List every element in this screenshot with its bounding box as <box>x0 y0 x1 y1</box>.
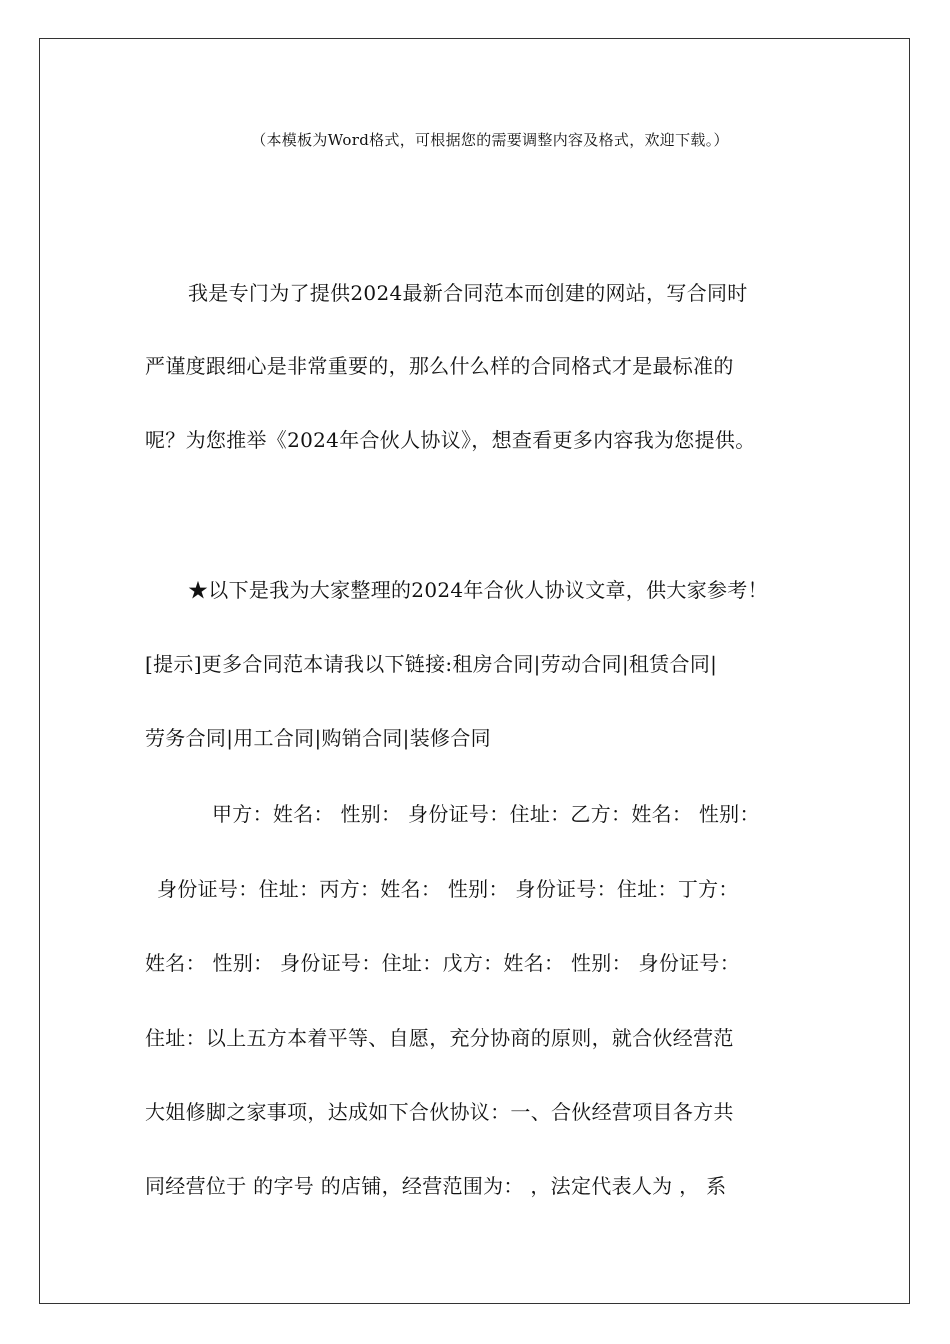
tip-line-1: [提示]更多合同范本请我以下链接:租房合同|劳动合同|租赁合同| <box>145 652 718 676</box>
body-line-1: 甲方：姓名： 性别： 身份证号：住址：乙方：姓名： 性别： <box>212 802 760 826</box>
body-line-2: 身份证号：住址：丙方：姓名： 性别： 身份证号：住址：丁方： <box>157 877 739 901</box>
body-line-5: 大姐修脚之家事项，达成如下合伙协议：一、合伙经营项目各方共 <box>145 1100 734 1124</box>
body-line-4: 住址：以上五方本着平等、自愿，充分协商的原则，就合伙经营范 <box>145 1026 734 1050</box>
tip-line-2: 劳务合同|用工合同|购销合同|装修合同 <box>145 726 491 750</box>
body-line-6: 同经营位于 的字号 的店铺，经营范围为： ，法定代表人为 ， 系 <box>145 1174 727 1198</box>
template-note: （本模板为Word格式，可根据您的需要调整内容及格式，欢迎下载。） <box>251 131 729 149</box>
intro-line-2: 严谨度跟细心是非常重要的，那么什么样的合同格式才是最标准的 <box>145 354 734 378</box>
body-line-3: 姓名： 性别： 身份证号：住址：戊方：姓名： 性别： 身份证号： <box>145 951 741 975</box>
star-line: ★以下是我为大家整理的2024年合伙人协议文章，供大家参考！ <box>188 578 768 602</box>
intro-line-1: 我是专门为了提供2024最新合同范本而创建的网站，写合同时 <box>188 281 748 305</box>
intro-line-3: 呢？为您推举《2024年合伙人协议》，想查看更多内容我为您提供。 <box>145 428 756 452</box>
